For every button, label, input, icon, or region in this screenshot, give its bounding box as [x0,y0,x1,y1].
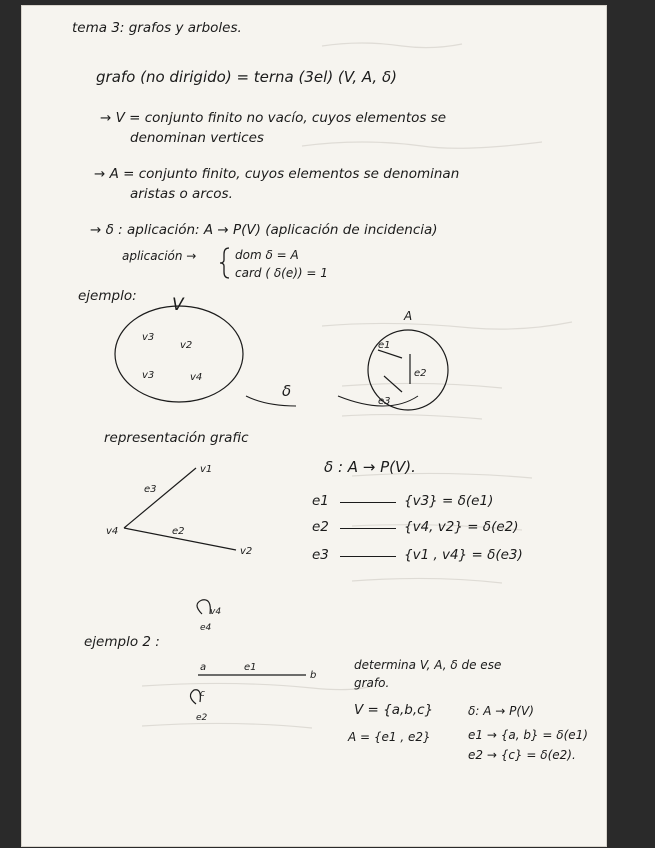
mapping-row-3-image: {v1 , v4} = δ(e3) [404,547,523,563]
vertex-v4-label: v4 [190,372,203,383]
graph-vertex-v2: v2 [240,546,253,557]
map-e2: e2 → {c} = δ(e2). [468,748,576,762]
task-line1: determina V, A, δ de ese [354,658,502,672]
item-delta-line1: → δ : aplicación: A → P(V) (aplicación de incidencia) [90,222,438,238]
graph2-diagram [182,656,342,726]
item-v-line1: → V = conjunto finito no vacío, cuyos elementos se [100,110,447,126]
edge-set: A = {e1 , e2} [348,730,431,744]
graph2-vertex-c: c [200,689,205,699]
mapping-row-3-arrow [340,556,396,557]
item-a-line1: → A = conjunto finito, cuyos elementos se denominan [94,166,460,182]
graph-vertex-v1: v1 [200,464,213,475]
set-v-ellipse [115,306,243,402]
aplicacion-condition-card: card ( δ(e)) = 1 [235,266,328,280]
mapping-row-1-edge: e1 [312,493,329,509]
graph2-edge-e1: e1 [244,662,257,673]
mapping-row-1-image: {v3} = δ(e1) [404,493,494,509]
graph-vertex-v4: v4 [106,526,119,537]
graph2-edge-e2: e2 [196,713,208,723]
edge-e3-label: e3 [378,396,391,407]
mapping-row-2-image: {v4, v2} = δ(e2) [404,519,519,535]
graph2-vertex-a: a [200,662,207,673]
mapping-row-3-edge: e3 [312,547,329,563]
graph-edge-e3: e3 [144,484,157,495]
loop-edge-label: e4 [200,623,212,633]
aplicacion-label: aplicación → [122,249,197,263]
graph-edge-e2: e2 [172,526,185,537]
graph2-loop [190,690,200,704]
set-a-label: A [404,309,413,323]
edge-e2-label: e2 [414,368,427,379]
loop-vertex-label: v4 [210,607,222,617]
notebook-page [22,6,606,846]
item-v-line2: denominan vertices [130,130,264,146]
vertex-v2-label: v2 [180,340,193,351]
vertex-v3b-label: v3 [142,370,155,381]
page-title: tema 3: grafos y arboles. [72,20,242,36]
example1-diagram [102,292,542,422]
vertex-v3-label: v3 [142,332,155,343]
loop-diagram [188,596,238,636]
example1-label: ejemplo: [78,288,137,304]
representation-label: representación grafic [104,430,249,446]
mapping-row-1-arrow [340,502,396,503]
example2-label: ejemplo 2 : [84,634,160,650]
map-e1: e1 → {a, b} = δ(e1) [468,728,588,742]
incidence-map: δ: A → P(V) [468,704,534,718]
mapping-row-2-edge: e2 [312,519,329,535]
graph-definition: grafo (no dirigido) = terna (3el) (V, A, δ) [96,68,397,86]
mapping-title: δ : A → P(V). [324,458,416,476]
graph2-vertex-b: b [310,670,317,681]
edge-e1-label: e1 [378,340,391,351]
task-line2: grafo. [354,676,390,690]
set-v-label: V [172,295,184,315]
curly-brace-icon [218,246,232,280]
edge-e3-line [124,468,196,528]
item-a-line2: aristas o arcos. [130,186,233,202]
aplicacion-condition-domain: dom δ = A [235,248,299,262]
delta-label: δ [282,382,292,400]
mapping-row-2-arrow [340,528,396,529]
vertex-set: V = {a,b,c} [354,702,434,718]
graph1-diagram [102,456,292,566]
